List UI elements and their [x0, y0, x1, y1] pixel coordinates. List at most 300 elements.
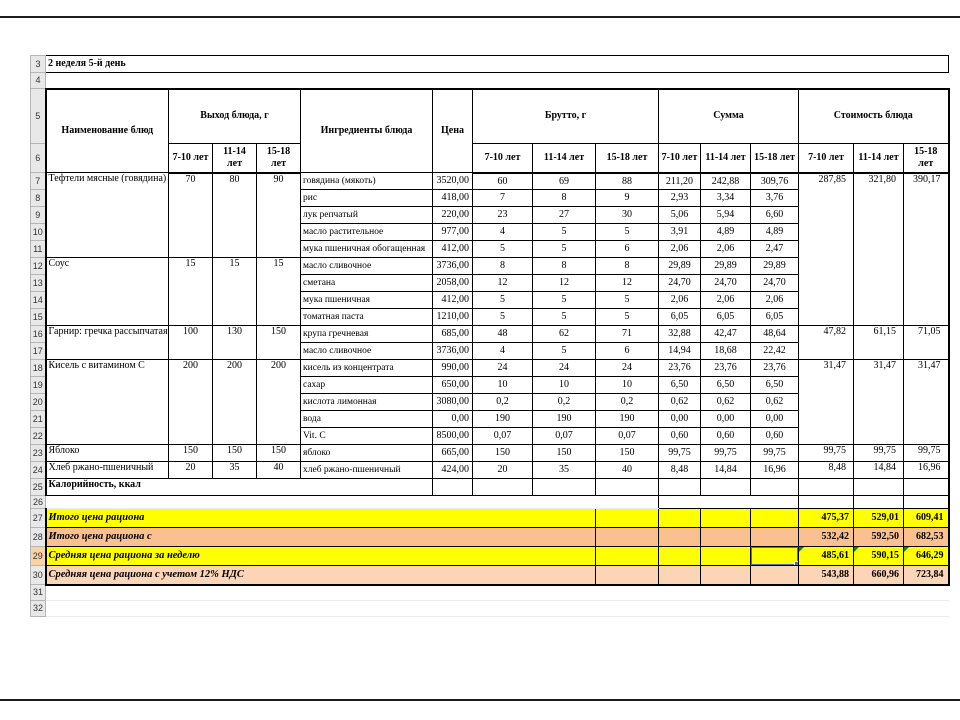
- calories-label[interactable]: Калорийность, ккал: [46, 479, 433, 496]
- price-cell[interactable]: 665,00: [433, 445, 473, 462]
- sum-cell-1[interactable]: 5,06: [659, 207, 701, 224]
- row-number[interactable]: 7: [31, 173, 46, 190]
- sum-cell-1[interactable]: 24,70: [659, 275, 701, 292]
- ingredient-cell[interactable]: кисель из концентрата: [301, 360, 433, 377]
- dish-cost-cell-2[interactable]: 61,15: [854, 326, 904, 360]
- row-number[interactable]: 20: [31, 394, 46, 411]
- empty-row: [31, 585, 949, 601]
- sum-cell-1[interactable]: 6,05: [659, 309, 701, 326]
- row-number[interactable]: 28: [31, 528, 46, 547]
- sum-cell-1[interactable]: 6,50: [659, 377, 701, 394]
- brutto-cell-2[interactable]: 5: [533, 343, 596, 360]
- row-number[interactable]: 14: [31, 292, 46, 309]
- brutto-cell-3[interactable]: 40: [596, 462, 659, 479]
- row-number[interactable]: 26: [31, 496, 46, 509]
- brutto-cell-1[interactable]: 0,2: [473, 394, 533, 411]
- brutto-cell-3[interactable]: 30: [596, 207, 659, 224]
- brutto-cell-2[interactable]: 0,07: [533, 428, 596, 445]
- empty-cell[interactable]: [701, 479, 751, 496]
- dish-name-cell[interactable]: Соус: [46, 258, 169, 326]
- sum-cell-3[interactable]: 48,64: [751, 326, 799, 343]
- sum-cell-2[interactable]: 3,34: [701, 190, 751, 207]
- header-age-row: [31, 144, 949, 173]
- header-output[interactable]: Выход блюда, г: [169, 89, 301, 144]
- table-row: [31, 445, 949, 462]
- empty-row: [31, 601, 949, 617]
- brutto-cell-1[interactable]: 5: [473, 241, 533, 258]
- ingredient-cell[interactable]: сметана: [301, 275, 433, 292]
- sum-cell-2[interactable]: 242,88: [701, 173, 751, 190]
- dish-cost-cell-1[interactable]: 287,85: [799, 173, 854, 326]
- sum-cell-1[interactable]: 2,06: [659, 292, 701, 309]
- row-number[interactable]: 6: [31, 144, 46, 173]
- price-cell[interactable]: 3080,00: [433, 394, 473, 411]
- sum-cell-2[interactable]: 5,94: [701, 207, 751, 224]
- price-cell[interactable]: 424,00: [433, 462, 473, 479]
- brutto-cell-3[interactable]: 190: [596, 411, 659, 428]
- empty-cell[interactable]: [701, 528, 751, 547]
- empty-cell[interactable]: [701, 547, 751, 566]
- dish-output-cell-3[interactable]: 40: [257, 462, 301, 479]
- sum-cell-2[interactable]: 18,68: [701, 343, 751, 360]
- dish-cost-cell-1[interactable]: 47,82: [799, 326, 854, 360]
- dish-cost-cell-2[interactable]: 99,75: [854, 445, 904, 462]
- summary-value-3[interactable]: 723,84: [904, 566, 949, 585]
- dish-output-cell-1[interactable]: 15: [169, 258, 213, 326]
- empty-cell[interactable]: [799, 479, 854, 496]
- empty-cell[interactable]: [659, 547, 701, 566]
- brutto-cell-2[interactable]: 0,2: [533, 394, 596, 411]
- sum-cell-3[interactable]: 16,96: [751, 462, 799, 479]
- row-number[interactable]: 25: [31, 479, 46, 496]
- sum-cell-1[interactable]: 0,00: [659, 411, 701, 428]
- brutto-cell-2[interactable]: 5: [533, 309, 596, 326]
- sum-cell-3[interactable]: 22,42: [751, 343, 799, 360]
- summary-value-3[interactable]: 609,41: [904, 509, 949, 528]
- row-number[interactable]: 22: [31, 428, 46, 445]
- brutto-cell-2[interactable]: 62: [533, 326, 596, 343]
- summary-label[interactable]: Средняя цена рациона с учетом 12% НДС: [46, 566, 596, 585]
- dish-output-cell-1[interactable]: 70: [169, 173, 213, 258]
- sum-cell-3[interactable]: 6,05: [751, 309, 799, 326]
- summary-value-1[interactable]: 543,88: [799, 566, 854, 585]
- ingredient-cell[interactable]: крупа гречневая: [301, 326, 433, 343]
- sum-cell-2[interactable]: 0,60: [701, 428, 751, 445]
- ingredient-cell[interactable]: сахар: [301, 377, 433, 394]
- empty-cell[interactable]: [659, 509, 701, 528]
- empty-cell[interactable]: [533, 479, 596, 496]
- sum-cell-2[interactable]: 42,47: [701, 326, 751, 343]
- empty-cell[interactable]: [596, 566, 659, 585]
- summary-value-1[interactable]: 475,37: [799, 509, 854, 528]
- sum-cell-2[interactable]: 0,00: [701, 411, 751, 428]
- header-age-cost-1[interactable]: 7-10 лет: [799, 144, 854, 173]
- empty-cell[interactable]: [904, 479, 949, 496]
- row-number[interactable]: 12: [31, 258, 46, 275]
- row-number[interactable]: 17: [31, 343, 46, 360]
- row-number[interactable]: 19: [31, 377, 46, 394]
- dish-name-cell[interactable]: Гарнир: гречка рассыпчатая: [46, 326, 169, 360]
- brutto-cell-2[interactable]: 35: [533, 462, 596, 479]
- row-number[interactable]: 10: [31, 224, 46, 241]
- week-day-label[interactable]: 2 неделя 5-й день: [46, 56, 949, 73]
- row-number[interactable]: 23: [31, 445, 46, 462]
- header-age-sum-2[interactable]: 11-14 лет: [701, 144, 751, 173]
- summary-value-1[interactable]: 485,61: [799, 547, 854, 566]
- summary-label[interactable]: Итого цена рациона с: [46, 528, 596, 547]
- empty-cell[interactable]: [596, 479, 659, 496]
- sum-cell-1[interactable]: 211,20: [659, 173, 701, 190]
- row-number[interactable]: 31: [31, 585, 46, 601]
- sum-cell-3[interactable]: 309,76: [751, 173, 799, 190]
- empty-cell[interactable]: [46, 585, 949, 601]
- brutto-cell-3[interactable]: 0,07: [596, 428, 659, 445]
- dish-output-cell-3[interactable]: 150: [257, 445, 301, 462]
- sum-cell-3[interactable]: 3,76: [751, 190, 799, 207]
- brutto-cell-3[interactable]: 5: [596, 309, 659, 326]
- price-cell[interactable]: 412,00: [433, 241, 473, 258]
- empty-cell[interactable]: [659, 496, 799, 509]
- dish-cost-cell-1[interactable]: 8,48: [799, 462, 854, 479]
- price-cell[interactable]: 685,00: [433, 326, 473, 343]
- price-cell[interactable]: 650,00: [433, 377, 473, 394]
- header-cost[interactable]: Стоимость блюда: [799, 89, 949, 144]
- sum-cell-1[interactable]: 99,75: [659, 445, 701, 462]
- dish-output-cell-2[interactable]: 80: [213, 173, 257, 258]
- sum-cell-2[interactable]: 4,89: [701, 224, 751, 241]
- slide-top-border: [0, 16, 960, 18]
- brutto-cell-3[interactable]: 8: [596, 258, 659, 275]
- header-age-sum-3[interactable]: 15-18 лет: [751, 144, 799, 173]
- empty-cell[interactable]: [751, 566, 799, 585]
- ingredient-cell[interactable]: яблоко: [301, 445, 433, 462]
- dish-output-cell-2[interactable]: 130: [213, 326, 257, 360]
- brutto-cell-1[interactable]: 150: [473, 445, 533, 462]
- empty-cell[interactable]: [46, 496, 659, 509]
- price-cell[interactable]: 3736,00: [433, 258, 473, 275]
- ingredient-cell[interactable]: масло сливочное: [301, 343, 433, 360]
- sum-cell-1[interactable]: 23,76: [659, 360, 701, 377]
- empty-cell[interactable]: [659, 566, 701, 585]
- row-number[interactable]: 4: [31, 73, 46, 89]
- row-number[interactable]: 9: [31, 207, 46, 224]
- header-brutto[interactable]: Брутто, г: [473, 89, 659, 144]
- empty-cell[interactable]: [473, 479, 533, 496]
- summary-value-1[interactable]: 532,42: [799, 528, 854, 547]
- summary-label[interactable]: Итого цена рациона: [46, 509, 596, 528]
- header-age-cost-3[interactable]: 15-18 лет: [904, 144, 949, 173]
- brutto-cell-1[interactable]: 5: [473, 309, 533, 326]
- sum-cell-2[interactable]: 6,05: [701, 309, 751, 326]
- empty-cell[interactable]: [701, 566, 751, 585]
- sum-cell-2[interactable]: 23,76: [701, 360, 751, 377]
- dish-output-cell-2[interactable]: 200: [213, 360, 257, 445]
- brutto-cell-1[interactable]: 5: [473, 292, 533, 309]
- empty-cell[interactable]: [46, 601, 949, 617]
- price-cell[interactable]: 418,00: [433, 190, 473, 207]
- summary-value-2[interactable]: 590,15: [854, 547, 904, 566]
- brutto-cell-1[interactable]: 24: [473, 360, 533, 377]
- price-cell[interactable]: 990,00: [433, 360, 473, 377]
- summary-value-3[interactable]: 646,29: [904, 547, 949, 566]
- ingredient-cell[interactable]: лук репчатый: [301, 207, 433, 224]
- ingredient-cell[interactable]: масло растительное: [301, 224, 433, 241]
- brutto-cell-3[interactable]: 6: [596, 241, 659, 258]
- header-age-output-1[interactable]: 7-10 лет: [169, 144, 213, 173]
- header-group-row: [31, 89, 949, 144]
- brutto-cell-2[interactable]: 10: [533, 377, 596, 394]
- sum-cell-2[interactable]: 0,62: [701, 394, 751, 411]
- header-dish-name[interactable]: Наименование блюд: [46, 89, 169, 173]
- brutto-cell-1[interactable]: 48: [473, 326, 533, 343]
- row-number[interactable]: 27: [31, 509, 46, 528]
- sum-cell-2[interactable]: 2,06: [701, 292, 751, 309]
- brutto-cell-3[interactable]: 88: [596, 173, 659, 190]
- sum-cell-3[interactable]: 0,00: [751, 411, 799, 428]
- sum-cell-1[interactable]: 0,60: [659, 428, 701, 445]
- brutto-cell-2[interactable]: 69: [533, 173, 596, 190]
- brutto-cell-1[interactable]: 7: [473, 190, 533, 207]
- price-cell[interactable]: 8500,00: [433, 428, 473, 445]
- empty-cell[interactable]: [854, 479, 904, 496]
- sum-cell-3[interactable]: 2,47: [751, 241, 799, 258]
- sum-cell-3[interactable]: 23,76: [751, 360, 799, 377]
- sum-cell-2[interactable]: 29,89: [701, 258, 751, 275]
- empty-cell[interactable]: [751, 528, 799, 547]
- brutto-cell-1[interactable]: 0,07: [473, 428, 533, 445]
- empty-cell[interactable]: [46, 73, 949, 89]
- dish-output-cell-1[interactable]: 200: [169, 360, 213, 445]
- dish-cost-cell-3[interactable]: 71,05: [904, 326, 949, 360]
- dish-output-cell-2[interactable]: 35: [213, 462, 257, 479]
- empty-row: [31, 496, 949, 509]
- dish-output-cell-2[interactable]: 15: [213, 258, 257, 326]
- sum-cell-3[interactable]: 4,89: [751, 224, 799, 241]
- summary-row: [31, 547, 949, 566]
- table-row: [31, 462, 949, 479]
- sum-cell-1[interactable]: 0,62: [659, 394, 701, 411]
- sum-cell-2[interactable]: 6,50: [701, 377, 751, 394]
- brutto-cell-1[interactable]: 60: [473, 173, 533, 190]
- brutto-cell-2[interactable]: 5: [533, 224, 596, 241]
- ingredient-cell[interactable]: мука пшеничная: [301, 292, 433, 309]
- sum-cell-1[interactable]: 32,88: [659, 326, 701, 343]
- brutto-cell-1[interactable]: 190: [473, 411, 533, 428]
- empty-cell[interactable]: [596, 547, 659, 566]
- brutto-cell-1[interactable]: 8: [473, 258, 533, 275]
- price-cell[interactable]: 2058,00: [433, 275, 473, 292]
- brutto-cell-2[interactable]: 27: [533, 207, 596, 224]
- sum-cell-1[interactable]: 29,89: [659, 258, 701, 275]
- empty-cell[interactable]: [433, 479, 473, 496]
- empty-cell[interactable]: [751, 509, 799, 528]
- ingredient-cell[interactable]: Vit. C: [301, 428, 433, 445]
- row-number[interactable]: 3: [31, 56, 46, 73]
- summary-value-2[interactable]: 529,01: [854, 509, 904, 528]
- sum-cell-3[interactable]: 99,75: [751, 445, 799, 462]
- row-number[interactable]: 5: [31, 89, 46, 144]
- brutto-cell-2[interactable]: 5: [533, 292, 596, 309]
- brutto-cell-3[interactable]: 0,2: [596, 394, 659, 411]
- sum-cell-3[interactable]: 6,60: [751, 207, 799, 224]
- sum-cell-1[interactable]: 2,06: [659, 241, 701, 258]
- dish-name-cell[interactable]: Яблоко: [46, 445, 169, 462]
- brutto-cell-3[interactable]: 5: [596, 224, 659, 241]
- row-number[interactable]: 8: [31, 190, 46, 207]
- dish-name-cell[interactable]: Хлеб ржано-пшеничный: [46, 462, 169, 479]
- row-number[interactable]: 24: [31, 462, 46, 479]
- dish-cost-cell-3[interactable]: 99,75: [904, 445, 949, 462]
- row-number[interactable]: 11: [31, 241, 46, 258]
- brutto-cell-2[interactable]: 150: [533, 445, 596, 462]
- sum-cell-1[interactable]: 3,91: [659, 224, 701, 241]
- sum-cell-2[interactable]: 99,75: [701, 445, 751, 462]
- brutto-cell-2[interactable]: 24: [533, 360, 596, 377]
- price-cell[interactable]: 1210,00: [433, 309, 473, 326]
- slide-bottom-border: [0, 699, 960, 701]
- empty-cell[interactable]: [904, 496, 949, 509]
- brutto-cell-1[interactable]: 20: [473, 462, 533, 479]
- brutto-cell-3[interactable]: 12: [596, 275, 659, 292]
- brutto-cell-2[interactable]: 8: [533, 190, 596, 207]
- dish-cost-cell-2[interactable]: 321,80: [854, 173, 904, 326]
- row-number[interactable]: 15: [31, 309, 46, 326]
- summary-label[interactable]: Средняя цена рациона за неделю: [46, 547, 596, 566]
- sum-cell-3[interactable]: 6,50: [751, 377, 799, 394]
- header-age-brutto-3[interactable]: 15-18 лет: [596, 144, 659, 173]
- selected-cell[interactable]: [751, 547, 799, 566]
- header-age-output-3[interactable]: 15-18 лет: [257, 144, 301, 173]
- price-cell[interactable]: 3520,00: [433, 173, 473, 190]
- row-number[interactable]: 21: [31, 411, 46, 428]
- row-number[interactable]: 13: [31, 275, 46, 292]
- brutto-cell-1[interactable]: 10: [473, 377, 533, 394]
- summary-row: [31, 566, 949, 585]
- dish-output-cell-1[interactable]: 20: [169, 462, 213, 479]
- row-number[interactable]: 16: [31, 326, 46, 343]
- empty-cell[interactable]: [659, 479, 701, 496]
- dish-cost-cell-1[interactable]: 31,47: [799, 360, 854, 445]
- brutto-cell-2[interactable]: 190: [533, 411, 596, 428]
- sum-cell-1[interactable]: 2,93: [659, 190, 701, 207]
- ingredient-cell[interactable]: вода: [301, 411, 433, 428]
- header-age-sum-1[interactable]: 7-10 лет: [659, 144, 701, 173]
- header-age-brutto-1[interactable]: 7-10 лет: [473, 144, 533, 173]
- row-number[interactable]: 29: [31, 547, 46, 566]
- dish-cost-cell-1[interactable]: 99,75: [799, 445, 854, 462]
- dish-output-cell-3[interactable]: 90: [257, 173, 301, 258]
- empty-cell[interactable]: [659, 528, 701, 547]
- summary-value-3[interactable]: 682,53: [904, 528, 949, 547]
- summary-value-2[interactable]: 660,96: [854, 566, 904, 585]
- ingredient-cell[interactable]: говядина (мякоть): [301, 173, 433, 190]
- ingredient-cell[interactable]: рис: [301, 190, 433, 207]
- price-cell[interactable]: 977,00: [433, 224, 473, 241]
- sum-cell-3[interactable]: 0,60: [751, 428, 799, 445]
- price-cell[interactable]: 412,00: [433, 292, 473, 309]
- brutto-cell-1[interactable]: 23: [473, 207, 533, 224]
- dish-name-cell[interactable]: Тефтели мясные (говядина): [46, 173, 169, 258]
- sum-cell-2[interactable]: 2,06: [701, 241, 751, 258]
- price-cell[interactable]: 0,00: [433, 411, 473, 428]
- header-sum[interactable]: Сумма: [659, 89, 799, 144]
- calories-row: [31, 479, 949, 496]
- empty-cell[interactable]: [751, 479, 799, 496]
- sum-cell-2[interactable]: 24,70: [701, 275, 751, 292]
- ingredient-cell[interactable]: томатная паста: [301, 309, 433, 326]
- brutto-cell-2[interactable]: 12: [533, 275, 596, 292]
- empty-cell[interactable]: [596, 528, 659, 547]
- sum-cell-3[interactable]: 24,70: [751, 275, 799, 292]
- dish-output-cell-3[interactable]: 150: [257, 326, 301, 360]
- dish-cost-cell-3[interactable]: 16,96: [904, 462, 949, 479]
- header-age-cost-2[interactable]: 11-14 лет: [854, 144, 904, 173]
- summary-row: [31, 509, 949, 528]
- brutto-cell-3[interactable]: 150: [596, 445, 659, 462]
- dish-cost-cell-2[interactable]: 31,47: [854, 360, 904, 445]
- brutto-cell-3[interactable]: 5: [596, 292, 659, 309]
- dish-cost-cell-3[interactable]: 390,17: [904, 173, 949, 326]
- dish-cost-cell-2[interactable]: 14,84: [854, 462, 904, 479]
- dish-name-cell[interactable]: Кисель с витамином С: [46, 360, 169, 445]
- ingredient-cell[interactable]: хлеб ржано-пшеничный: [301, 462, 433, 479]
- sum-cell-3[interactable]: 0,62: [751, 394, 799, 411]
- empty-cell[interactable]: [701, 509, 751, 528]
- empty-cell[interactable]: [854, 496, 904, 509]
- brutto-cell-3[interactable]: 6: [596, 343, 659, 360]
- dish-output-cell-1[interactable]: 100: [169, 326, 213, 360]
- dish-output-cell-1[interactable]: 150: [169, 445, 213, 462]
- brutto-cell-3[interactable]: 71: [596, 326, 659, 343]
- ingredient-cell[interactable]: мука пшеничная обогащенная: [301, 241, 433, 258]
- brutto-cell-3[interactable]: 10: [596, 377, 659, 394]
- row-number[interactable]: 18: [31, 360, 46, 377]
- header-ingredients[interactable]: Ингредиенты блюда: [301, 89, 433, 173]
- row-number[interactable]: 30: [31, 566, 46, 585]
- brutto-cell-1[interactable]: 12: [473, 275, 533, 292]
- dish-output-cell-3[interactable]: 15: [257, 258, 301, 326]
- row-week: [31, 56, 949, 73]
- dish-output-cell-3[interactable]: 200: [257, 360, 301, 445]
- price-cell[interactable]: 3736,00: [433, 343, 473, 360]
- row-number[interactable]: 32: [31, 601, 46, 617]
- sum-cell-1[interactable]: 8,48: [659, 462, 701, 479]
- price-cell[interactable]: 220,00: [433, 207, 473, 224]
- brutto-cell-2[interactable]: 5: [533, 241, 596, 258]
- empty-cell[interactable]: [799, 496, 854, 509]
- dish-output-cell-2[interactable]: 150: [213, 445, 257, 462]
- brutto-cell-3[interactable]: 9: [596, 190, 659, 207]
- summary-value-2[interactable]: 592,50: [854, 528, 904, 547]
- ingredient-cell[interactable]: масло сливочное: [301, 258, 433, 275]
- header-age-output-2[interactable]: 11-14 лет: [213, 144, 257, 173]
- header-price[interactable]: Цена: [433, 89, 473, 173]
- brutto-cell-1[interactable]: 4: [473, 343, 533, 360]
- ingredient-cell[interactable]: кислота лимонная: [301, 394, 433, 411]
- brutto-cell-3[interactable]: 24: [596, 360, 659, 377]
- sum-cell-1[interactable]: 14,94: [659, 343, 701, 360]
- spreadsheet-table: [30, 55, 950, 617]
- sum-cell-2[interactable]: 14,84: [701, 462, 751, 479]
- empty-cell[interactable]: [596, 509, 659, 528]
- sum-cell-3[interactable]: 2,06: [751, 292, 799, 309]
- header-age-brutto-2[interactable]: 11-14 лет: [533, 144, 596, 173]
- sum-cell-3[interactable]: 29,89: [751, 258, 799, 275]
- brutto-cell-1[interactable]: 4: [473, 224, 533, 241]
- brutto-cell-2[interactable]: 8: [533, 258, 596, 275]
- dish-cost-cell-3[interactable]: 31,47: [904, 360, 949, 445]
- selection-border: [751, 547, 799, 566]
